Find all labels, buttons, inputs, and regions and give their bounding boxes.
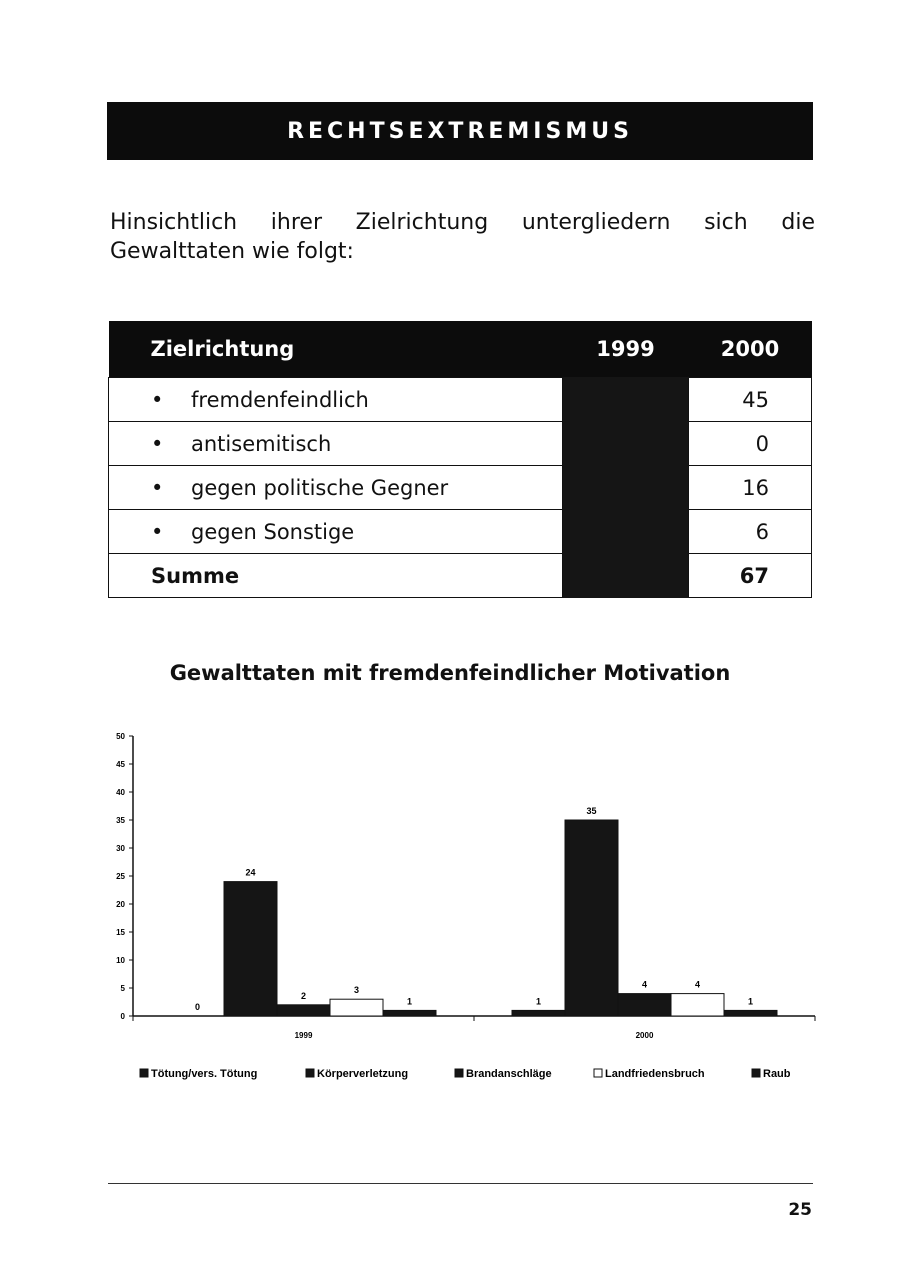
bar bbox=[512, 1010, 565, 1016]
x-tick-label: 2000 bbox=[635, 1031, 654, 1040]
bar bbox=[330, 999, 383, 1016]
bar bbox=[618, 994, 671, 1016]
legend-label: Raub bbox=[763, 1068, 791, 1080]
data-label: 1 bbox=[535, 996, 542, 1007]
col-header-zielrichtung: Zielrichtung bbox=[109, 321, 563, 378]
bar bbox=[383, 1010, 436, 1016]
y-tick-label: 10 bbox=[116, 956, 125, 965]
row-label: antisemitisch bbox=[191, 431, 332, 456]
legend-label: Landfriedensbruch bbox=[605, 1068, 705, 1080]
legend-swatch bbox=[455, 1069, 463, 1077]
y-tick-label: 35 bbox=[116, 816, 125, 825]
x-tick-label: 1999 bbox=[294, 1031, 313, 1040]
intro-paragraph: Hinsichtlich ihrer Zielrichtung untergliedern sich die Gewalttaten wie folgt: bbox=[110, 210, 815, 264]
row-value-2000: 16 bbox=[689, 466, 812, 510]
bullet-icon: • bbox=[151, 475, 164, 500]
data-label: 4 bbox=[694, 979, 701, 990]
legend-label: Tötung/vers. Tötung bbox=[151, 1068, 258, 1080]
legend-swatch bbox=[594, 1069, 602, 1077]
y-tick-label: 25 bbox=[116, 872, 125, 881]
y-tick-label: 30 bbox=[116, 844, 125, 853]
data-label: 3 bbox=[353, 985, 360, 996]
bullet-icon: • bbox=[151, 431, 164, 456]
y-tick-label: 15 bbox=[116, 928, 125, 937]
col-header-1999: 1999 bbox=[563, 321, 689, 378]
bar bbox=[724, 1010, 777, 1016]
legend-swatch bbox=[752, 1069, 760, 1077]
bar bbox=[671, 994, 724, 1016]
chart-title: Gewalttaten mit fremdenfeindlicher Motivation bbox=[169, 661, 731, 685]
row-label: gegen politische Gegner bbox=[191, 475, 449, 500]
data-label: 2 bbox=[300, 990, 307, 1001]
y-tick-label: 5 bbox=[120, 984, 125, 993]
section-title: RECHTSEXTREMISMUS bbox=[287, 118, 633, 144]
sum-label: Summe bbox=[109, 554, 563, 598]
data-label: 35 bbox=[586, 806, 597, 816]
row-label: gegen Sonstige bbox=[191, 519, 355, 544]
row-label: fremdenfeindlich bbox=[191, 387, 369, 412]
bullet-icon: • bbox=[151, 519, 164, 544]
y-tick-label: 20 bbox=[116, 900, 125, 909]
page-number: 25 bbox=[788, 1200, 812, 1220]
bar bbox=[277, 1005, 330, 1016]
row-value-2000: 45 bbox=[689, 378, 812, 422]
legend-label: Brandanschläge bbox=[466, 1068, 552, 1080]
y-tick-label: 40 bbox=[116, 788, 125, 797]
sum-value-2000: 67 bbox=[689, 554, 812, 598]
data-label: 1 bbox=[406, 996, 413, 1007]
data-label: 24 bbox=[245, 867, 256, 878]
bar bbox=[565, 820, 618, 1016]
bar bbox=[224, 882, 277, 1016]
y-tick-label: 50 bbox=[116, 732, 125, 741]
row-value-2000: 6 bbox=[689, 510, 812, 554]
col-header-2000: 2000 bbox=[689, 321, 812, 378]
data-label: 0 bbox=[194, 1002, 201, 1012]
footer-rule bbox=[108, 1183, 813, 1184]
legend-swatch bbox=[306, 1069, 314, 1077]
y-tick-label: 45 bbox=[116, 760, 125, 769]
bullet-icon: • bbox=[151, 387, 164, 412]
y-tick-label: 0 bbox=[120, 1012, 125, 1021]
legend-swatch bbox=[140, 1069, 148, 1077]
data-label: 1 bbox=[747, 996, 754, 1007]
legend-label: Körperverletzung bbox=[317, 1068, 409, 1080]
row-value-2000: 0 bbox=[689, 422, 812, 466]
data-label: 4 bbox=[641, 979, 648, 990]
